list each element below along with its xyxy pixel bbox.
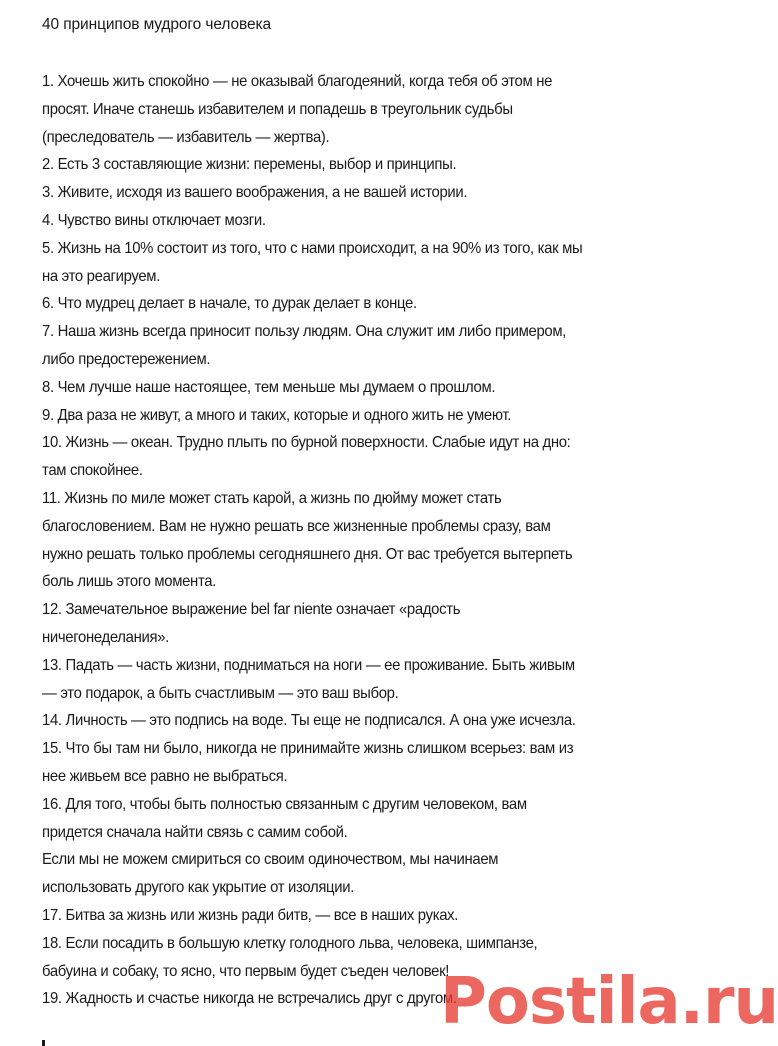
principle-item: 5. Жизнь на 10% состоит из того, что с нами происходит, а на 90% из того, как мы на это реагируем.	[42, 239, 583, 285]
principle-item: 4. Чувство вины отключает мозги.	[42, 211, 266, 229]
principle-item: 3. Живите, исходя из вашего воображения, а не вашей истории.	[42, 184, 468, 202]
principle-item: 16. Для того, чтобы быть полностью связанным с другим человеком, вам придется сначала найти связь с самим собой.	[42, 795, 527, 841]
principles-list	[42, 68, 591, 1013]
principle-item: 7. Наша жизнь всегда приносит пользу людям. Она служит им либо примером, либо предостережением.	[42, 323, 567, 368]
principle-item: 18. Если посадить в большую клетку голодного льва, человека, шимпанзе, бабуина и собаку, то ясно, что первым будет съеден человек!	[42, 934, 538, 980]
principle-item: 13. Падать — часть жизни, подниматься на ноги — ее проживание. Быть живым — это подарок, а быть счастливым — это ваш выбор.	[42, 656, 575, 702]
principle-item: 6. Что мудрец делает в начале, то дурак делает в конце.	[42, 295, 417, 313]
principle-item: 14. Личность — это подпись на воде. Ты еще не подписался. А она уже исчезла.	[42, 712, 576, 730]
document-title: 40 принципов мудрого человека	[42, 16, 272, 33]
principle-item: 10. Жизнь — океан. Трудно плыть по бурной поверхности. Слабые идут на дно: там спокойнее.	[42, 434, 571, 480]
cut-off-text-fragment	[42, 1040, 45, 1046]
watermark-logo: Postila.ru	[440, 965, 778, 1039]
principle-item: 19. Жадность и счастье никогда не встречались друг с другом.	[42, 990, 457, 1008]
principle-item: 12. Замечательное выражение bel far niente означает «радость ничегонеделания».	[42, 601, 461, 646]
principle-item: 11. Жизнь по миле может стать карой, а жизнь по дюйму может стать благословением. Вам не нужно решать все жизненные проблемы сразу, вам нужно решать только проблемы сегодняшнего дня. От вас требуется вытерпеть боль лишь этого момента.	[42, 489, 573, 591]
principle-item: 1. Хочешь жить спокойно — не оказывай благодеяний, когда тебя об этом не просят. Иначе станешь избавителем и попадешь в треугольник судьбы (преследователь — избавитель — жертва).	[42, 73, 553, 146]
principle-item: 17. Битва за жизнь или жизнь ради битв, — все в наших руках.	[42, 906, 459, 924]
principle-item: 8. Чем лучше наше настоящее, тем меньше мы думаем о прошлом.	[42, 378, 496, 396]
principle-item: 15. Что бы там ни было, никогда не принимайте жизнь слишком всерьез: вам из нее живьем все равно не выбраться.	[42, 740, 574, 785]
principle-item: 9. Два раза не живут, а много и таких, которые и одного жить не умеют.	[42, 406, 512, 424]
principle-item: 2. Есть 3 составляющие жизни: перемены, выбор и принципы.	[42, 156, 457, 174]
principle-item-continuation: Если мы не можем смириться со своим одиночеством, мы начинаем использовать другого как укрытие от изоляции.	[42, 851, 499, 897]
